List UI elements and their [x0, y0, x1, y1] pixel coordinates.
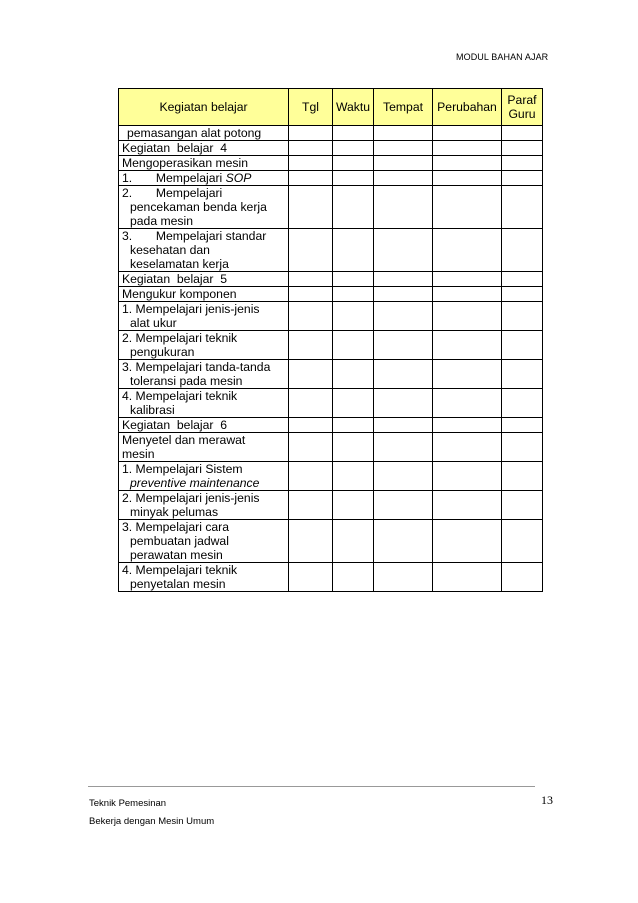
- empty-cell: [289, 171, 333, 186]
- empty-cell: [433, 302, 502, 331]
- empty-cell: [374, 156, 433, 171]
- activity-cell: [119, 331, 289, 360]
- table-row: [119, 156, 543, 171]
- empty-cell: [502, 156, 543, 171]
- empty-cell: [333, 520, 374, 563]
- empty-cell: [374, 520, 433, 563]
- empty-cell: [502, 126, 543, 141]
- empty-cell: [374, 563, 433, 592]
- activity-cell: [119, 360, 289, 389]
- activity-cell: [119, 141, 289, 156]
- empty-cell: [374, 229, 433, 272]
- empty-cell: [433, 433, 502, 462]
- empty-cell: [433, 462, 502, 491]
- activity-line: keselamatan kerja: [130, 257, 229, 271]
- activity-line: pada mesin: [130, 214, 194, 228]
- activity-line: 1. Mempelajari jenis-jenis: [122, 302, 260, 316]
- empty-cell: [333, 171, 374, 186]
- activity-line: preventive maintenance: [130, 476, 260, 490]
- table-row: [119, 491, 543, 520]
- empty-cell: [374, 126, 433, 141]
- empty-cell: [433, 563, 502, 592]
- empty-cell: [433, 229, 502, 272]
- table-row: [119, 389, 543, 418]
- empty-cell: [433, 331, 502, 360]
- footer-divider: [88, 786, 535, 787]
- empty-cell: [333, 287, 374, 302]
- table-header-row: [119, 89, 543, 126]
- empty-cell: [433, 272, 502, 287]
- activity-table: [118, 88, 543, 592]
- activity-line: perawatan mesin: [130, 548, 223, 562]
- empty-cell: [502, 331, 543, 360]
- activity-line: 2. Mempelajari teknik: [122, 331, 238, 345]
- activity-line: minyak pelumas: [130, 505, 219, 519]
- empty-cell: [502, 462, 543, 491]
- table-row: [119, 462, 543, 491]
- activity-line: pembuatan jadwal: [130, 534, 229, 548]
- empty-cell: [289, 520, 333, 563]
- activity-cell: [119, 389, 289, 418]
- empty-cell: [433, 126, 502, 141]
- activity-line: 2. Mempelajari: [122, 186, 223, 200]
- header-title: MODUL BAHAN AJAR: [456, 52, 549, 62]
- sop-term: SOP: [225, 171, 252, 185]
- table-row: [119, 418, 543, 433]
- empty-cell: [333, 302, 374, 331]
- empty-cell: [374, 418, 433, 433]
- empty-cell: [333, 156, 374, 171]
- activity-line: Menyetel dan merawat: [122, 433, 246, 447]
- activity-line: Kegiatan belajar 6: [122, 418, 228, 432]
- activity-line: Kegiatan belajar 5: [122, 272, 228, 286]
- empty-cell: [433, 141, 502, 156]
- empty-cell: [374, 462, 433, 491]
- activity-cell: [119, 302, 289, 331]
- empty-cell: [374, 171, 433, 186]
- activity-line: 2. Mempelajari jenis-jenis: [122, 491, 260, 505]
- empty-cell: [374, 186, 433, 229]
- empty-cell: [333, 462, 374, 491]
- table-row: [119, 272, 543, 287]
- empty-cell: [289, 156, 333, 171]
- empty-cell: [433, 156, 502, 171]
- paraf-guru-word: Guru: [508, 107, 536, 121]
- activity-cell: [119, 126, 289, 141]
- empty-cell: [333, 229, 374, 272]
- empty-cell: [502, 229, 543, 272]
- empty-cell: [502, 287, 543, 302]
- empty-cell: [289, 360, 333, 389]
- table-row: [119, 520, 543, 563]
- empty-cell: [502, 563, 543, 592]
- empty-cell: [502, 141, 543, 156]
- column-header-waktu: Waktu: [333, 89, 374, 126]
- activity-cell: [119, 229, 289, 272]
- empty-cell: [433, 389, 502, 418]
- activity-cell: [119, 433, 289, 462]
- empty-cell: [333, 389, 374, 418]
- column-header-kegiatan: Kegiatan belajar: [119, 89, 289, 126]
- table-row: [119, 171, 543, 186]
- empty-cell: [374, 389, 433, 418]
- empty-cell: [433, 186, 502, 229]
- column-header-tempat: Tempat: [374, 89, 433, 126]
- activity-cell: [119, 563, 289, 592]
- column-header-perubahan: Perubahan: [433, 89, 502, 126]
- empty-cell: [502, 418, 543, 433]
- table-row: [119, 331, 543, 360]
- empty-cell: [433, 418, 502, 433]
- activity-cell: [119, 491, 289, 520]
- empty-cell: [289, 462, 333, 491]
- activity-cell: [119, 272, 289, 287]
- table-row: [119, 229, 543, 272]
- empty-cell: [289, 563, 333, 592]
- table-row: [119, 186, 543, 229]
- activity-cell: [119, 418, 289, 433]
- empty-cell: [289, 229, 333, 272]
- empty-cell: [502, 272, 543, 287]
- activity-cell: [119, 186, 289, 229]
- activity-line: kesehatan dan: [130, 243, 210, 257]
- column-header-paraf-guru: [502, 89, 543, 126]
- activity-line: 3. Mempelajari tanda-tanda: [122, 360, 271, 374]
- empty-cell: [289, 141, 333, 156]
- empty-cell: [374, 287, 433, 302]
- paraf-guru-word: Paraf: [507, 93, 537, 107]
- activity-line: 4. Mempelajari teknik: [122, 563, 238, 577]
- empty-cell: [502, 360, 543, 389]
- empty-cell: [502, 491, 543, 520]
- empty-cell: [289, 433, 333, 462]
- empty-cell: [289, 418, 333, 433]
- table-row: [119, 563, 543, 592]
- empty-cell: [502, 171, 543, 186]
- empty-cell: [333, 272, 374, 287]
- empty-cell: [333, 360, 374, 389]
- empty-cell: [289, 331, 333, 360]
- activity-line: toleransi pada mesin: [130, 374, 243, 388]
- page-number: 13: [541, 793, 553, 807]
- activity-line: mesin: [122, 447, 155, 461]
- empty-cell: [374, 302, 433, 331]
- empty-cell: [502, 186, 543, 229]
- activity-line: kalibrasi: [130, 403, 175, 417]
- activity-line: pengukuran: [130, 345, 195, 359]
- footer-course: Teknik Pemesinan: [89, 798, 167, 809]
- activity-cell: [119, 156, 289, 171]
- empty-cell: [374, 360, 433, 389]
- empty-cell: [374, 433, 433, 462]
- activity-line: 3. Mempelajari cara: [122, 520, 230, 534]
- activity-line: Mengoperasikan mesin: [122, 156, 249, 170]
- activity-line: pemasangan alat potong: [127, 126, 262, 140]
- empty-cell: [333, 433, 374, 462]
- table-row: [119, 126, 543, 141]
- table-row: [119, 141, 543, 156]
- empty-cell: [289, 186, 333, 229]
- table-row: [119, 302, 543, 331]
- activity-line: pencekaman benda kerja: [130, 200, 267, 214]
- empty-cell: [289, 491, 333, 520]
- activity-cell: [119, 171, 289, 186]
- empty-cell: [374, 272, 433, 287]
- empty-cell: [374, 491, 433, 520]
- empty-cell: [374, 331, 433, 360]
- activity-line: alat ukur: [130, 316, 177, 330]
- activity-line: penyetalan mesin: [130, 577, 226, 591]
- empty-cell: [333, 126, 374, 141]
- empty-cell: [433, 287, 502, 302]
- empty-cell: [289, 302, 333, 331]
- empty-cell: [502, 389, 543, 418]
- empty-cell: [333, 418, 374, 433]
- activity-line: Mengukur komponen: [122, 287, 237, 301]
- activity-line: 4. Mempelajari teknik: [122, 389, 238, 403]
- table-row: [119, 360, 543, 389]
- activity-line: 1. Mempelajari SOP: [122, 171, 252, 185]
- activity-line: 3. Mempelajari standar: [122, 229, 267, 243]
- empty-cell: [333, 141, 374, 156]
- empty-cell: [333, 186, 374, 229]
- table-row: [119, 433, 543, 462]
- footer-subject: Bekerja dengan Mesin Umum: [89, 816, 215, 827]
- empty-cell: [502, 302, 543, 331]
- column-header-tgl: Tgl: [289, 89, 333, 126]
- activity-cell: [119, 520, 289, 563]
- empty-cell: [433, 360, 502, 389]
- empty-cell: [289, 126, 333, 141]
- activity-line: Kegiatan belajar 4: [122, 141, 228, 155]
- activity-cell: [119, 287, 289, 302]
- empty-cell: [502, 433, 543, 462]
- empty-cell: [289, 287, 333, 302]
- empty-cell: [433, 491, 502, 520]
- empty-cell: [289, 272, 333, 287]
- empty-cell: [502, 520, 543, 563]
- activity-cell: [119, 462, 289, 491]
- empty-cell: [433, 520, 502, 563]
- empty-cell: [333, 491, 374, 520]
- empty-cell: [333, 563, 374, 592]
- empty-cell: [433, 171, 502, 186]
- empty-cell: [289, 389, 333, 418]
- table-row: [119, 287, 543, 302]
- empty-cell: [333, 331, 374, 360]
- empty-cell: [374, 141, 433, 156]
- activity-line: 1. Mempelajari Sistem: [122, 462, 243, 476]
